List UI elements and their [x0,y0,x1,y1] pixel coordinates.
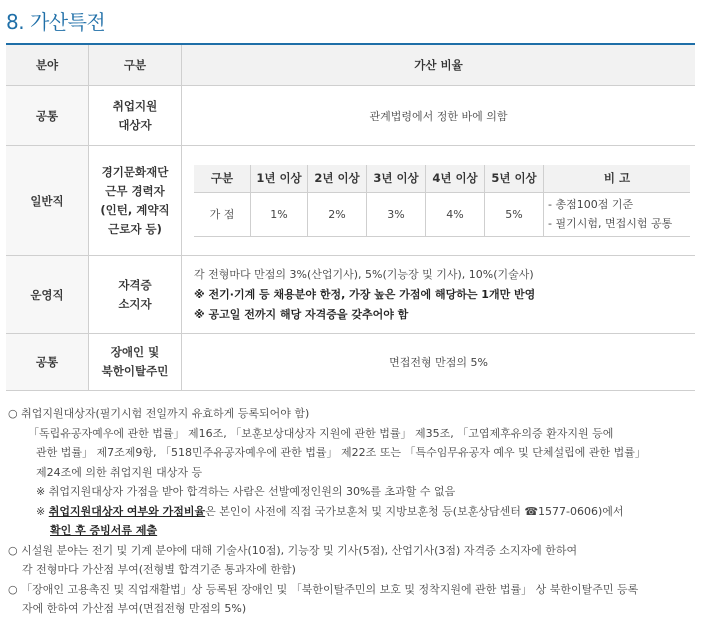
table-row [6,256,695,334]
inner-cell: 2% [308,192,367,236]
inner-row [194,192,690,236]
row-value: 면접전형 만점의 5% [182,334,696,391]
cert-note: ※ 전기·기계 등 채용분야 한정, 가장 높은 가점에 해당하는 1개만 반영 [194,287,536,301]
note-item: ○ 「장애인 고용촉진 및 직업재활법」상 등록된 장애인 및 「북한이탈주민의 보호 및 정착지원에 관한 법률」 상 북한이탈주민 등록 [8,582,639,596]
inner-header: 4년 이상 [426,165,485,193]
note-text: 자에 한하여 가산점 부여(면접전형 만점의 5%) [22,602,247,615]
inner-note-line: - 총점100점 기준 [548,198,634,211]
career-bonus-table [194,165,690,237]
table-row [6,86,695,146]
notes-section [8,404,698,619]
note-emphasis: 취업지원대상자 여부와 가점비율 [48,504,206,518]
inner-header: 2년 이상 [308,165,367,193]
inner-header: 1년 이상 [251,165,308,193]
cert-line: 각 전형마다 만점의 3%(산업기사), 5%(기능장 및 기사), 10%(기술사) [194,267,534,281]
note-remark-prefix: ※ [36,504,49,518]
row-category: 공통 [6,334,89,391]
section-title: 8. 가산특전 [6,10,106,34]
note-text: 각 전형마다 가산점 부여(전형별 합격기준 통과자에 한함) [22,563,296,576]
note-remark [8,502,698,522]
note-item: ○ 취업지원대상자(필기시험 전일까지 유효하게 등록되어야 함) [8,407,310,420]
note-remark: ※ 취업지원대상자 가점을 받아 합격하는 사람은 선발예정인원의 30%를 초과할 수 없음 [36,485,456,498]
inner-note-line: - 필기시험, 면접시험 공통 [548,217,673,230]
inner-header: 5년 이상 [485,165,544,193]
cert-note: ※ 공고일 전까지 해당 자격증을 갖추어야 함 [194,307,409,321]
inner-header: 3년 이상 [367,165,426,193]
row-category: 공통 [6,86,89,146]
row-subcategory: 경기문화재단 근무 경력자 (인턴, 계약직 근로자 등) [89,146,182,256]
note-emphasis-text: 확인 후 증빙서류 제출 [50,524,158,537]
inner-cell: 3% [367,192,426,236]
row-category: 운영직 [6,256,89,334]
header-subcategory: 구분 [89,45,182,86]
row-value: 관계법령에서 정한 바에 의함 [182,86,696,146]
header-ratio: 가산 비율 [182,45,696,86]
inner-row-label: 가 점 [194,192,251,236]
note-text: 제24조에 의한 취업지원 대상자 등 [36,465,203,479]
inner-cell: 5% [485,192,544,236]
row-subcategory: 장애인 및 북한이탈주민 [89,334,182,391]
inner-note [544,192,691,236]
note-remark-rest: 은 본인이 사전에 직접 국가보훈처 및 지방보훈청 등(보훈상담센터 ☎1577-0606)에서 [205,504,624,518]
header-category: 분야 [6,45,89,86]
inner-cell: 1% [251,192,308,236]
inner-header-row [194,165,690,193]
row-subcategory: 취업지원 대상자 [89,86,182,146]
inner-header: 구분 [194,165,251,193]
inner-cell: 4% [426,192,485,236]
table-row [6,146,695,256]
bonus-table [6,45,695,391]
table-row [6,334,695,391]
table-header-row [6,45,695,86]
row-subcategory: 자격증 소지자 [89,256,182,334]
note-text: 「독립유공자예우에 관한 법률」 제16조, 「보훈보상대상자 지원에 관한 법률」 제35조, 「고엽제후유의증 환자지원 등에 [28,426,614,440]
inner-header: 비 고 [544,165,691,193]
row-value [182,146,696,256]
note-item: ○ 시설원 분야는 전기 및 기계 분야에 대해 기술사(10점), 기능장 및 기사(5점), 산업기사(3점) 자격증 소지자에 한하여 [8,543,578,557]
row-category: 일반직 [6,146,89,256]
note-text: 관한 법률」 제7조제9항, 「518민주유공자예우에 관한 법률」 제22조 또는 「특수임무유공자 예우 및 단체설립에 관한 법률」 [36,446,646,459]
note-emphasis [8,521,698,541]
row-value [182,256,696,334]
